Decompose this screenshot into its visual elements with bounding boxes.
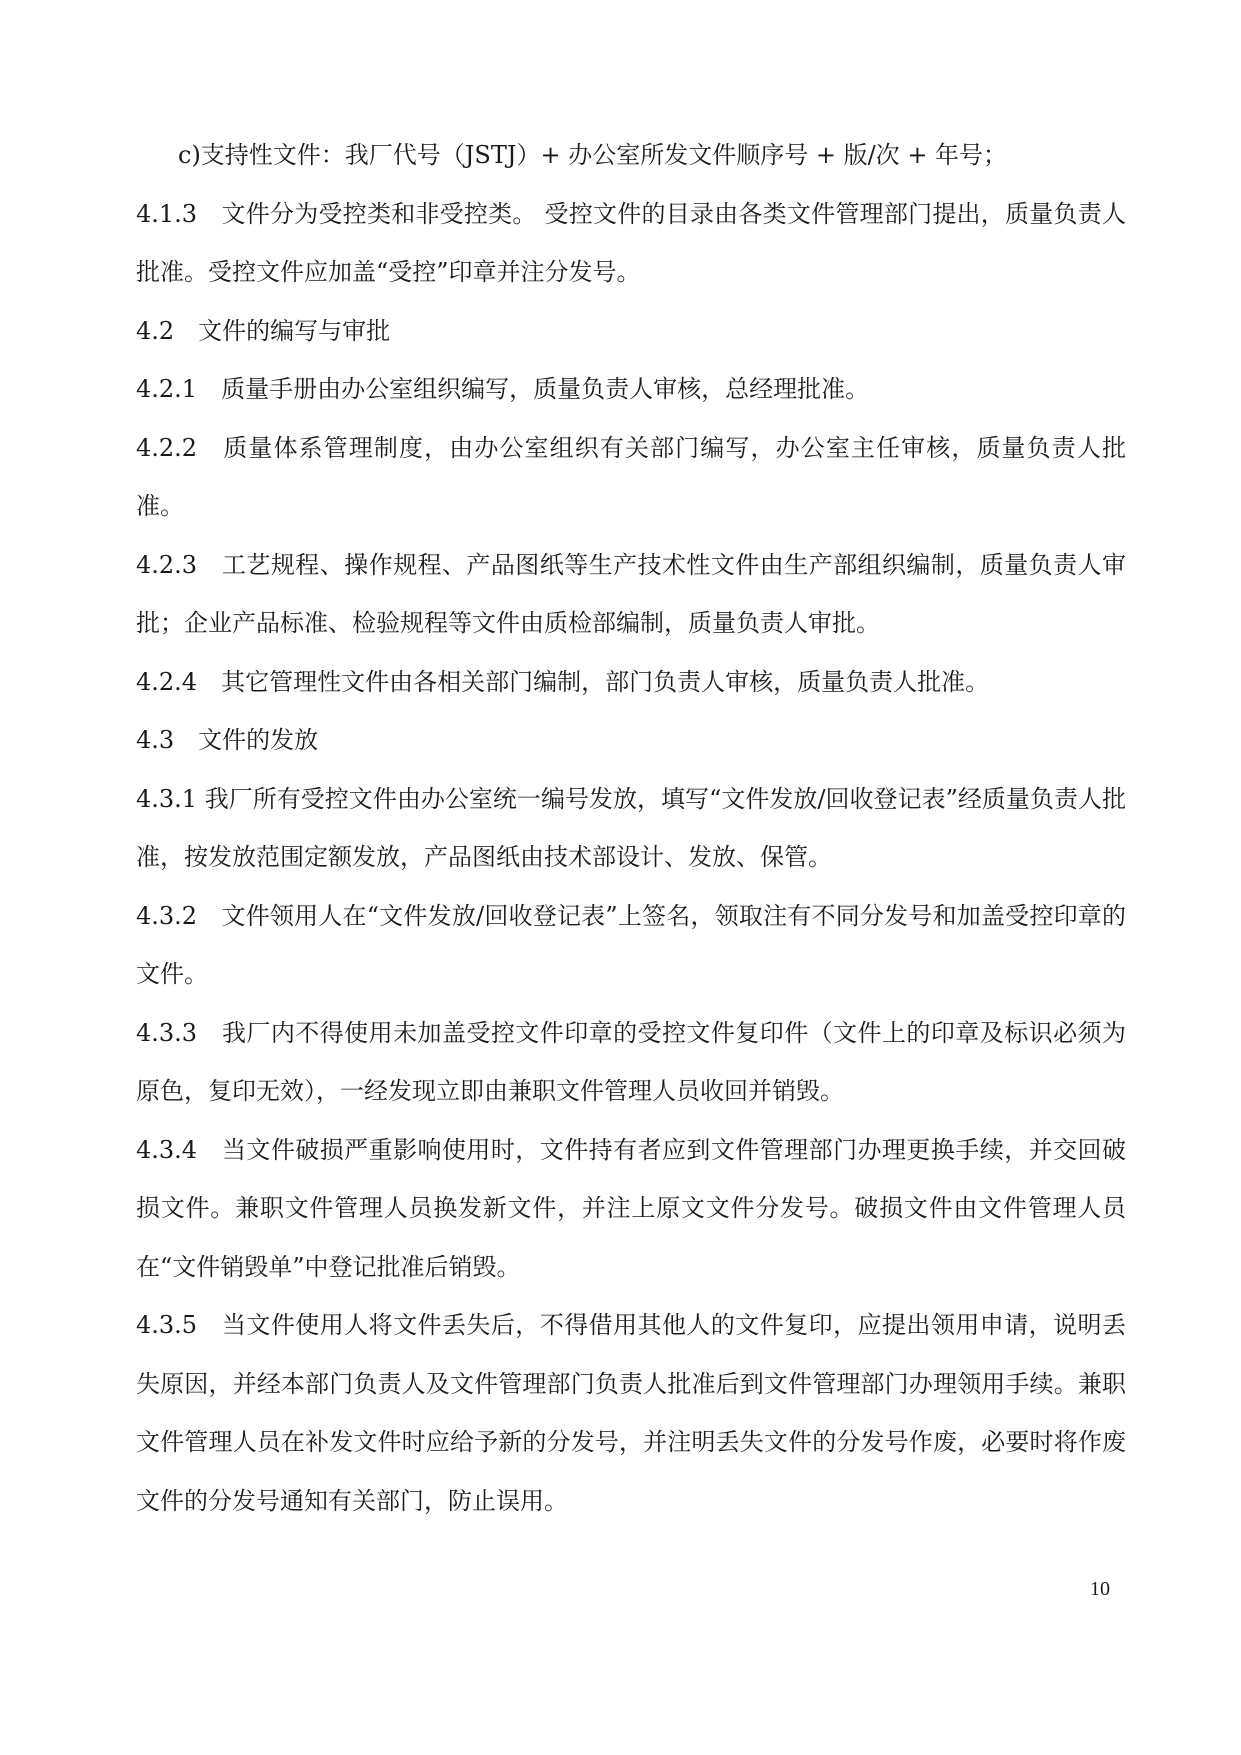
paragraph-4-1-3: 4.1.3 文件分为受控类和非受控类。 受控文件的目录由各类文件管理部门提出，质量负责人批准。受控文件应加盖“受控”印章并注分发号。: [136, 199, 1126, 286]
paragraph-4-2-2: 4.2.2 质量体系管理制度，由办公室组织有关部门编写，办公室主任审核，质量负责人批准。: [136, 433, 1126, 520]
paragraph-4-2-1: 4.2.1 质量手册由办公室组织编写，质量负责人审核，总经理批准。: [136, 375, 870, 403]
paragraph-4-3-3: 4.3.3 我厂内不得使用未加盖受控文件印章的受控文件复印件（文件上的印章及标识必须为原色，复印无效），一经发现立即由兼职文件管理人员收回并销毁。: [136, 1018, 1126, 1105]
page-number: 10: [1090, 1578, 1110, 1600]
paragraph-supporting-docs: c)支持性文件：我厂代号（JSTJ）+ 办公室所发文件顺序号 + 版/次 + 年号；: [178, 141, 1008, 169]
paragraph-4-3-1: 4.3.1 我厂所有受控文件由办公室统一编号发放，填写“文件发放/回收登记表”经质量负责人批准，按发放范围定额发放，产品图纸由技术部设计、发放、保管。: [136, 784, 1126, 871]
paragraph-4-3-2: 4.3.2 文件领用人在“文件发放/回收登记表”上签名，领取注有不同分发号和加盖受控印章的文件。: [136, 901, 1126, 988]
document-body: [136, 126, 1126, 1530]
paragraph-4-2-3: 4.2.3 工艺规程、操作规程、产品图纸等生产技术性文件由生产部组织编制，质量负责人审批；企业产品标准、检验规程等文件由质检部编制，质量负责人审批。: [136, 550, 1126, 637]
section-heading-4-3: 4.3 文件的发放: [136, 726, 319, 754]
paragraph-4-2-4: 4.2.4 其它管理性文件由各相关部门编制，部门负责人审核，质量负责人批准。: [136, 667, 990, 696]
paragraph-4-3-5: 4.3.5 当文件使用人将文件丢失后，不得借用其他人的文件复印，应提出领用申请，说明丢失原因，并经本部门负责人及文件管理部门负责人批准后到文件管理部门办理领用手续。兼职文件管理人员在补发文件时应给予新的分发号，并注明丢失文件的分发号作废，必要时将作废文件的分发号通知有关部门，防止误用。: [136, 1311, 1126, 1515]
paragraph-4-3-4: 4.3.4 当文件破损严重影响使用时，文件持有者应到文件管理部门办理更换手续，并交回破损文件。兼职文件管理人员换发新文件，并注上原文文件分发号。破损文件由文件管理人员在“文件销毁单”中登记批准后销毁。: [136, 1135, 1126, 1281]
section-heading-4-2: 4.2 文件的编写与审批: [136, 316, 391, 345]
